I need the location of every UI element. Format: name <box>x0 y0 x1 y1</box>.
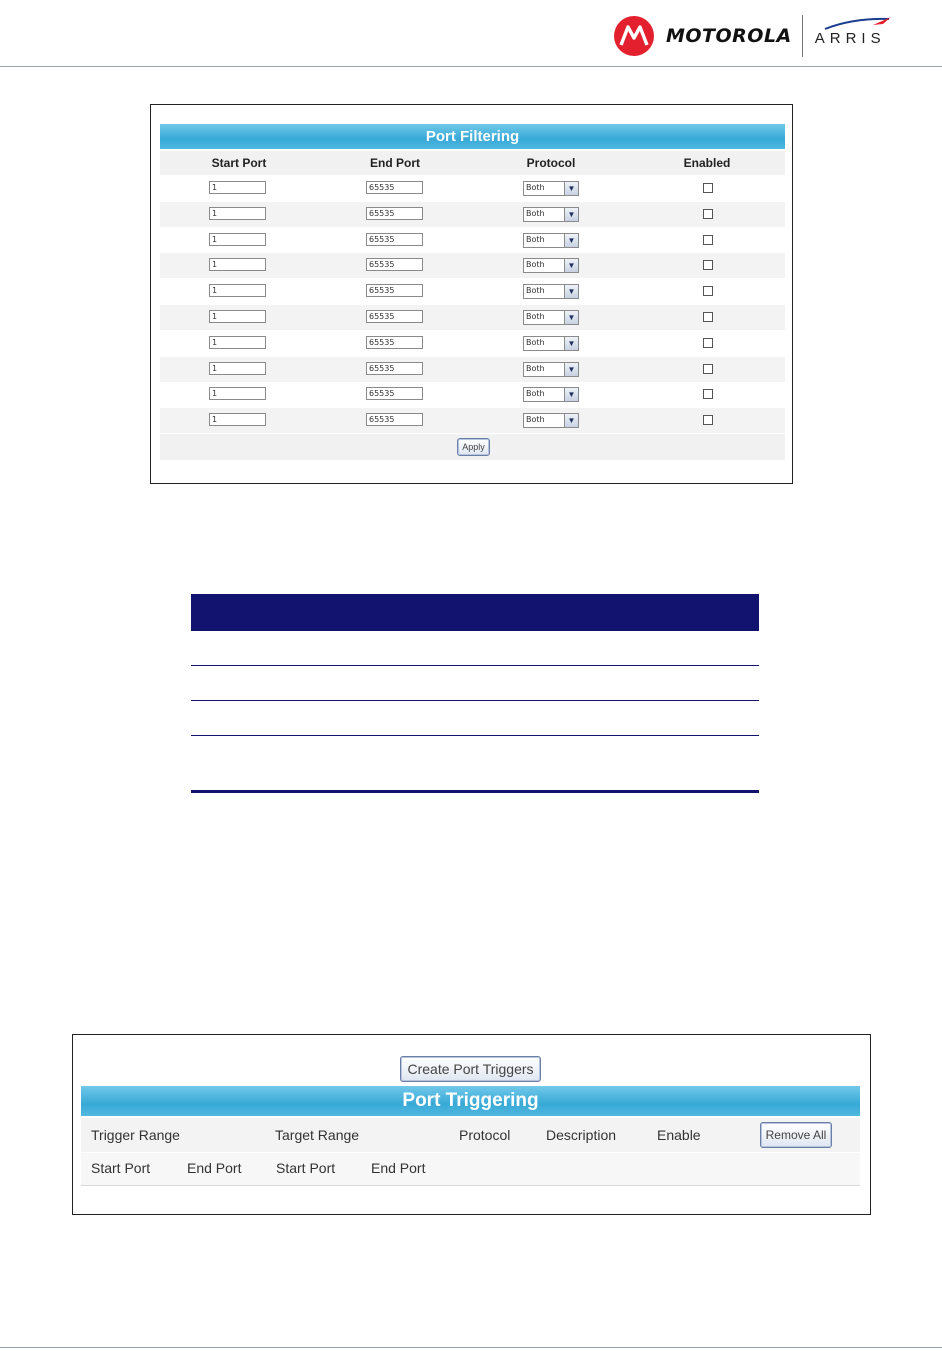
protocol-select-value: Both <box>526 415 545 425</box>
start-port-input[interactable]: 1 <box>209 336 266 349</box>
protocol-select-value: Both <box>526 260 545 270</box>
protocol-select[interactable] <box>523 413 579 428</box>
port-triggering-panel <box>72 1034 871 1215</box>
protocol-select[interactable] <box>523 387 579 402</box>
protocol-select-value: Both <box>526 234 545 244</box>
filter-row <box>160 382 785 407</box>
brand-logos <box>614 14 897 58</box>
start-port-input[interactable]: 1 <box>209 181 266 194</box>
protocol-select[interactable] <box>523 181 579 196</box>
enabled-checkbox[interactable] <box>703 260 713 270</box>
chevron-down-icon[interactable]: ▼ <box>564 414 578 427</box>
port-triggering-title: Port Triggering <box>81 1086 860 1116</box>
end-port-input[interactable]: 65535 <box>366 284 423 297</box>
end-port-input[interactable]: 65535 <box>366 207 423 220</box>
end-port-input[interactable]: 65535 <box>366 336 423 349</box>
chevron-down-icon[interactable]: ▼ <box>564 337 578 350</box>
filter-row <box>160 202 785 227</box>
arris-logo <box>813 16 897 56</box>
filter-row <box>160 305 785 330</box>
footer-rule <box>0 1347 942 1348</box>
filter-row <box>160 408 785 433</box>
table-row-divider <box>191 700 759 701</box>
table-bottom-rule <box>191 790 759 793</box>
parameter-table-header <box>191 594 759 631</box>
port-filtering-panel <box>150 104 793 484</box>
end-port-input[interactable]: 65535 <box>366 181 423 194</box>
enabled-checkbox[interactable] <box>703 183 713 193</box>
apply-row <box>160 434 785 460</box>
protocol-select-value: Both <box>526 183 545 192</box>
header-enable: Enable <box>657 1127 701 1143</box>
protocol-select-value: Both <box>526 389 545 399</box>
enabled-checkbox[interactable] <box>703 364 713 374</box>
end-port-input[interactable]: 65535 <box>366 362 423 375</box>
enabled-checkbox[interactable] <box>703 338 713 348</box>
start-port-input[interactable]: 1 <box>209 362 266 375</box>
start-port-input[interactable]: 1 <box>209 284 266 297</box>
end-port-input[interactable]: 65535 <box>366 233 423 246</box>
enabled-checkbox[interactable] <box>703 415 713 425</box>
motorola-wordmark: MOTOROLA <box>666 25 792 47</box>
chevron-down-icon[interactable]: ▼ <box>564 285 578 298</box>
port-filtering-header <box>160 151 785 175</box>
end-port-input[interactable]: 65535 <box>366 413 423 426</box>
chevron-down-icon[interactable]: ▼ <box>564 363 578 376</box>
end-port-input[interactable]: 65535 <box>366 258 423 271</box>
chevron-down-icon[interactable]: ▼ <box>564 388 578 401</box>
filter-row <box>160 357 785 382</box>
filter-row <box>160 279 785 304</box>
enabled-checkbox[interactable] <box>703 286 713 296</box>
protocol-select[interactable] <box>523 258 579 273</box>
motorola-logo-icon <box>614 16 654 56</box>
remove-all-button[interactable]: Remove All <box>760 1122 832 1148</box>
end-port-input[interactable]: 65535 <box>366 387 423 400</box>
create-port-triggers-button[interactable]: Create Port Triggers <box>400 1056 541 1082</box>
enabled-checkbox[interactable] <box>703 389 713 399</box>
header-target-end-port: End Port <box>371 1160 426 1176</box>
enabled-checkbox[interactable] <box>703 312 713 322</box>
table-row-divider <box>191 665 759 666</box>
protocol-select-value: Both <box>526 363 545 373</box>
enabled-checkbox[interactable] <box>703 235 713 245</box>
start-port-input[interactable]: 1 <box>209 233 266 246</box>
header-protocol: Protocol <box>459 1127 511 1143</box>
port-triggering-header <box>81 1118 860 1152</box>
chevron-down-icon[interactable]: ▼ <box>564 259 578 272</box>
protocol-select-value: Both <box>526 286 545 296</box>
protocol-select[interactable] <box>523 284 579 299</box>
apply-button[interactable]: Apply <box>457 438 490 456</box>
arris-wordmark: ARRIS <box>814 30 886 47</box>
header-trigger-start-port: Start Port <box>91 1160 151 1176</box>
protocol-select-value: Both <box>526 208 545 218</box>
parameter-table <box>191 594 759 794</box>
header-rule <box>0 66 942 67</box>
protocol-select[interactable] <box>523 233 579 248</box>
header-target-start-port: Start Port <box>276 1160 336 1176</box>
port-filtering-title: Port Filtering <box>160 124 785 149</box>
end-port-input[interactable]: 65535 <box>366 310 423 323</box>
enabled-checkbox[interactable] <box>703 209 713 219</box>
start-port-input[interactable]: 1 <box>209 387 266 400</box>
column-header-end-port: End Port <box>370 156 420 170</box>
start-port-input[interactable]: 1 <box>209 413 266 426</box>
header-trigger-range: Trigger Range <box>91 1127 180 1143</box>
port-triggering-subheader <box>81 1153 860 1186</box>
header-trigger-end-port: End Port <box>187 1160 242 1176</box>
logo-divider <box>802 15 803 57</box>
filter-row <box>160 253 785 278</box>
arris-swoosh-icon <box>823 16 893 30</box>
protocol-select-value: Both <box>526 337 545 347</box>
filter-row <box>160 331 785 356</box>
protocol-select[interactable] <box>523 336 579 351</box>
chevron-down-icon[interactable]: ▼ <box>564 182 578 195</box>
table-row-divider <box>191 735 759 736</box>
header-target-range: Target Range <box>275 1127 360 1143</box>
column-header-enabled: Enabled <box>683 156 731 170</box>
filter-row <box>160 176 785 201</box>
protocol-select[interactable] <box>523 207 579 222</box>
chevron-down-icon[interactable]: ▼ <box>564 234 578 247</box>
start-port-input[interactable]: 1 <box>209 310 266 323</box>
column-header-protocol: Protocol <box>526 156 576 170</box>
header-description: Description <box>546 1127 617 1143</box>
protocol-select[interactable] <box>523 362 579 377</box>
start-port-input[interactable]: 1 <box>209 258 266 271</box>
column-header-start-port: Start Port <box>211 156 267 170</box>
protocol-select-value: Both <box>526 312 545 321</box>
start-port-input[interactable]: 1 <box>209 207 266 220</box>
chevron-down-icon[interactable]: ▼ <box>564 311 578 324</box>
protocol-select[interactable] <box>523 310 579 325</box>
chevron-down-icon[interactable]: ▼ <box>564 208 578 221</box>
filter-row <box>160 228 785 253</box>
